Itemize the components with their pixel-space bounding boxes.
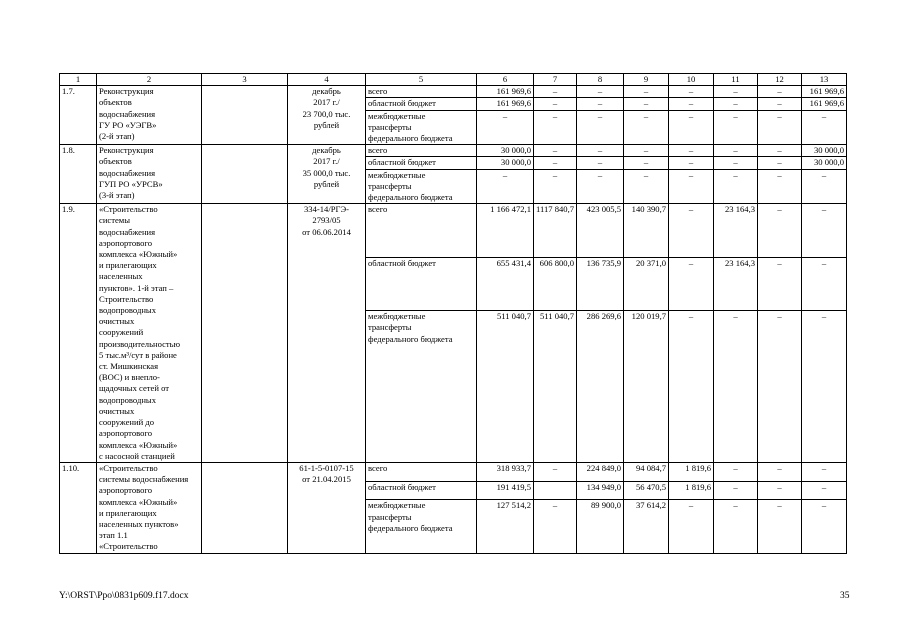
value-cell: – bbox=[714, 110, 758, 145]
value-cell: 191 419,5 bbox=[477, 481, 534, 500]
value-cell: 318 933,7 bbox=[477, 462, 534, 481]
value-cell: – bbox=[477, 110, 534, 145]
item-code: 1.7. bbox=[60, 86, 97, 145]
value-cell: – bbox=[669, 98, 714, 110]
text-line: (2-й этап) bbox=[99, 131, 135, 142]
funding-source bbox=[366, 98, 477, 110]
item-name bbox=[97, 462, 202, 553]
value-cell: 30 000,0 bbox=[477, 145, 534, 157]
value-cell: 1 819,6 bbox=[669, 481, 714, 500]
value-cell: 94 084,7 bbox=[624, 462, 669, 481]
text-line: системы водоснабжения bbox=[99, 474, 189, 485]
funding-source bbox=[366, 462, 477, 481]
value-cell: – bbox=[758, 462, 802, 481]
text-line: 5 тыс.м³/сут в районе bbox=[99, 349, 177, 360]
empty-cell bbox=[202, 462, 288, 553]
funding-source bbox=[366, 204, 477, 257]
value-cell: 56 470,5 bbox=[624, 481, 669, 500]
value-cell: – bbox=[802, 169, 847, 204]
column-number-10: 10 bbox=[669, 74, 714, 86]
value-cell: 1 166 472,1 bbox=[477, 204, 534, 257]
page-number: 35 bbox=[840, 591, 850, 601]
text-line: ГУП РО «УРСВ» bbox=[99, 178, 163, 189]
value-cell: – bbox=[758, 110, 802, 145]
item-code: 1.9. bbox=[60, 204, 97, 463]
value-cell: – bbox=[714, 311, 758, 463]
item-code: 1.8. bbox=[60, 145, 97, 204]
funding-source bbox=[366, 311, 477, 463]
text-line: межбюджетные bbox=[368, 110, 426, 121]
value-cell: – bbox=[714, 157, 758, 169]
text-line: и прилегающих bbox=[99, 507, 157, 518]
value-cell: – bbox=[669, 110, 714, 145]
column-number-2: 2 bbox=[97, 74, 202, 86]
funding-source bbox=[366, 86, 477, 98]
text-line: и прилегающих bbox=[99, 260, 157, 271]
document-info bbox=[288, 86, 366, 145]
item-name bbox=[97, 86, 202, 145]
text-line: сооружений bbox=[99, 327, 144, 338]
footer-file-path: Y:\ORST\Ppo\0831p609.f17.docx bbox=[59, 591, 189, 601]
header-row bbox=[60, 74, 847, 86]
text-line: областной бюджет bbox=[368, 481, 436, 492]
text-line: межбюджетные bbox=[368, 500, 426, 511]
value-cell: – bbox=[669, 204, 714, 257]
text-line: от 06.06.2014 bbox=[302, 226, 351, 237]
text-line: комплекса «Южный» bbox=[99, 439, 178, 450]
text-line: объектов bbox=[99, 156, 132, 167]
value-cell: – bbox=[714, 86, 758, 98]
value-cell bbox=[534, 481, 577, 500]
column-number-12: 12 bbox=[758, 74, 802, 86]
value-cell: 286 269,6 bbox=[577, 311, 624, 463]
value-cell: – bbox=[669, 311, 714, 463]
value-cell: – bbox=[758, 257, 802, 310]
column-number-4: 4 bbox=[288, 74, 366, 86]
text-line: водопроводных bbox=[99, 305, 157, 316]
value-cell: – bbox=[758, 145, 802, 157]
value-cell: – bbox=[577, 145, 624, 157]
value-cell: – bbox=[714, 98, 758, 110]
text-line: трансферты bbox=[368, 322, 412, 333]
text-line: областной бюджет bbox=[368, 257, 436, 268]
text-line: комплекса «Южный» bbox=[99, 249, 178, 260]
value-cell: 423 005,5 bbox=[577, 204, 624, 257]
text-line: 35 000,0 тыс. bbox=[302, 167, 351, 178]
text-line: производительностью bbox=[99, 338, 181, 349]
text-line: водоснабжения bbox=[99, 108, 156, 119]
table-row bbox=[60, 86, 847, 98]
text-line: системы bbox=[99, 215, 131, 226]
value-cell: 140 390,7 bbox=[624, 204, 669, 257]
value-cell: – bbox=[758, 86, 802, 98]
item-name bbox=[97, 145, 202, 204]
document-info bbox=[288, 462, 366, 553]
funding-source bbox=[366, 110, 477, 145]
text-line: водопроводных bbox=[99, 394, 157, 405]
budget-table bbox=[59, 73, 847, 554]
value-cell: – bbox=[714, 500, 758, 553]
value-cell: 23 164,3 bbox=[714, 204, 758, 257]
value-cell: – bbox=[624, 157, 669, 169]
text-line: Реконструкция bbox=[99, 86, 154, 97]
text-line: очистных bbox=[99, 405, 135, 416]
text-line: рублей bbox=[313, 178, 340, 189]
text-line: 2793/05 bbox=[312, 215, 341, 226]
table-row bbox=[60, 462, 847, 481]
column-number-7: 7 bbox=[534, 74, 577, 86]
text-line: всего bbox=[368, 86, 388, 97]
value-cell: 89 900,0 bbox=[577, 500, 624, 553]
text-line: областной бюджет bbox=[368, 157, 436, 168]
text-line: 334-14/РГЭ- bbox=[303, 204, 350, 215]
text-line: 61-1-5-0107-15 bbox=[299, 462, 354, 473]
value-cell: – bbox=[534, 157, 577, 169]
column-number-1: 1 bbox=[60, 74, 97, 86]
text-line: межбюджетные bbox=[368, 311, 426, 322]
value-cell: – bbox=[534, 86, 577, 98]
value-cell: 655 431,4 bbox=[477, 257, 534, 310]
value-cell: – bbox=[534, 462, 577, 481]
value-cell: – bbox=[802, 204, 847, 257]
text-line: аэропортового bbox=[99, 237, 153, 248]
value-cell: – bbox=[577, 86, 624, 98]
column-number-8: 8 bbox=[577, 74, 624, 86]
text-line: федерального бюджета bbox=[368, 192, 453, 203]
value-cell: – bbox=[624, 86, 669, 98]
value-cell: – bbox=[714, 462, 758, 481]
funding-source bbox=[366, 500, 477, 553]
value-cell: – bbox=[669, 169, 714, 204]
text-line: федерального бюджета bbox=[368, 333, 453, 344]
table-row bbox=[60, 145, 847, 157]
value-cell: – bbox=[758, 98, 802, 110]
text-line: населенных bbox=[99, 271, 143, 282]
text-line: трансферты bbox=[368, 180, 412, 191]
text-line: пунктов». 1-й этап – bbox=[99, 282, 174, 293]
empty-cell bbox=[202, 145, 288, 204]
text-line: с насосной станцией bbox=[99, 450, 175, 461]
value-cell: – bbox=[534, 110, 577, 145]
value-cell: – bbox=[669, 145, 714, 157]
value-cell: – bbox=[669, 257, 714, 310]
column-number-13: 13 bbox=[802, 74, 847, 86]
text-line: водоснабжения bbox=[99, 226, 156, 237]
value-cell: 37 614,2 bbox=[624, 500, 669, 553]
value-cell: – bbox=[802, 110, 847, 145]
value-cell: – bbox=[758, 169, 802, 204]
value-cell: – bbox=[758, 481, 802, 500]
value-cell: 23 164,3 bbox=[714, 257, 758, 310]
empty-cell bbox=[202, 204, 288, 463]
text-line: всего bbox=[368, 204, 388, 215]
value-cell: – bbox=[802, 257, 847, 310]
text-line: населенных пунктов» bbox=[99, 518, 179, 529]
value-cell: – bbox=[758, 157, 802, 169]
text-line: этап 1.1 bbox=[99, 530, 128, 541]
value-cell: – bbox=[534, 500, 577, 553]
value-cell: – bbox=[624, 98, 669, 110]
value-cell: 30 000,0 bbox=[802, 157, 847, 169]
value-cell: – bbox=[624, 145, 669, 157]
value-cell: 136 735,9 bbox=[577, 257, 624, 310]
value-cell: 30 000,0 bbox=[802, 145, 847, 157]
value-cell: 1 819,6 bbox=[669, 462, 714, 481]
text-line: (3-й этап) bbox=[99, 190, 135, 201]
text-line: очистных bbox=[99, 316, 135, 327]
text-line: 2017 г./ bbox=[313, 97, 340, 108]
funding-source bbox=[366, 157, 477, 169]
funding-source bbox=[366, 169, 477, 204]
value-cell: 606 800,0 bbox=[534, 257, 577, 310]
text-line: «Строительство bbox=[99, 541, 158, 552]
text-line: (ВОС) и внепло- bbox=[99, 372, 160, 383]
text-line: «Строительство bbox=[99, 462, 158, 473]
text-line: Реконструкция bbox=[99, 145, 154, 156]
text-line: трансферты bbox=[368, 121, 412, 132]
value-cell: 1117 840,7 bbox=[534, 204, 577, 257]
text-line: областной бюджет bbox=[368, 98, 436, 109]
text-line: всего bbox=[368, 462, 388, 473]
table-row bbox=[60, 204, 847, 257]
text-line: аэропортового bbox=[99, 428, 153, 439]
value-cell: 30 000,0 bbox=[477, 157, 534, 169]
value-cell: – bbox=[802, 500, 847, 553]
value-cell: – bbox=[669, 86, 714, 98]
value-cell: 134 949,0 bbox=[577, 481, 624, 500]
value-cell: – bbox=[534, 145, 577, 157]
value-cell: 511 040,7 bbox=[477, 311, 534, 463]
text-line: 2017 г./ bbox=[313, 156, 340, 167]
document-info bbox=[288, 204, 366, 463]
text-line: ГУ РО «УЭГВ» bbox=[99, 119, 157, 130]
text-line: сооружений до bbox=[99, 417, 155, 428]
text-line: трансферты bbox=[368, 511, 412, 522]
value-cell: – bbox=[624, 169, 669, 204]
value-cell: 161 969,6 bbox=[802, 86, 847, 98]
text-line: рублей bbox=[313, 119, 340, 130]
value-cell: – bbox=[577, 110, 624, 145]
value-cell: 224 849,0 bbox=[577, 462, 624, 481]
document-info bbox=[288, 145, 366, 204]
value-cell: – bbox=[802, 462, 847, 481]
value-cell: 161 969,6 bbox=[802, 98, 847, 110]
value-cell: – bbox=[477, 169, 534, 204]
value-cell: – bbox=[714, 145, 758, 157]
text-line: щадочных сетей от bbox=[99, 383, 170, 394]
text-line: всего bbox=[368, 145, 388, 156]
value-cell: 161 969,6 bbox=[477, 86, 534, 98]
funding-source bbox=[366, 145, 477, 157]
item-code: 1.10. bbox=[60, 462, 97, 553]
value-cell: – bbox=[758, 204, 802, 257]
column-number-3: 3 bbox=[202, 74, 288, 86]
value-cell: – bbox=[758, 500, 802, 553]
text-line: водоснабжения bbox=[99, 167, 156, 178]
text-line: комплекса «Южный» bbox=[99, 496, 178, 507]
value-cell: – bbox=[802, 481, 847, 500]
value-cell: – bbox=[758, 311, 802, 463]
value-cell: – bbox=[577, 157, 624, 169]
value-cell: – bbox=[577, 169, 624, 204]
column-number-6: 6 bbox=[477, 74, 534, 86]
text-line: объектов bbox=[99, 97, 132, 108]
value-cell: 127 514,2 bbox=[477, 500, 534, 553]
text-line: ст. Мишкинская bbox=[99, 361, 159, 372]
empty-cell bbox=[202, 86, 288, 145]
value-cell: 161 969,6 bbox=[477, 98, 534, 110]
value-cell: 511 040,7 bbox=[534, 311, 577, 463]
text-line: межбюджетные bbox=[368, 169, 426, 180]
funding-source bbox=[366, 481, 477, 500]
value-cell: – bbox=[624, 110, 669, 145]
value-cell: – bbox=[577, 98, 624, 110]
value-cell: – bbox=[669, 157, 714, 169]
value-cell: – bbox=[669, 500, 714, 553]
column-number-5: 5 bbox=[366, 74, 477, 86]
text-line: декабрь bbox=[312, 145, 341, 156]
value-cell: 120 019,7 bbox=[624, 311, 669, 463]
text-line: федерального бюджета bbox=[368, 133, 453, 144]
text-line: 23 700,0 тыс. bbox=[302, 108, 351, 119]
value-cell: – bbox=[714, 169, 758, 204]
column-number-11: 11 bbox=[714, 74, 758, 86]
text-line: федерального бюджета bbox=[368, 522, 453, 533]
value-cell: – bbox=[534, 98, 577, 110]
text-line: «Строительство bbox=[99, 204, 158, 215]
text-line: от 21.04.2015 bbox=[302, 474, 351, 485]
value-cell: – bbox=[714, 481, 758, 500]
value-cell: 20 371,0 bbox=[624, 257, 669, 310]
column-number-9: 9 bbox=[624, 74, 669, 86]
value-cell: – bbox=[534, 169, 577, 204]
text-line: аэропортового bbox=[99, 485, 153, 496]
text-line: декабрь bbox=[312, 86, 341, 97]
item-name bbox=[97, 204, 202, 463]
text-line: Строительство bbox=[99, 293, 154, 304]
value-cell: – bbox=[802, 311, 847, 463]
funding-source bbox=[366, 257, 477, 310]
